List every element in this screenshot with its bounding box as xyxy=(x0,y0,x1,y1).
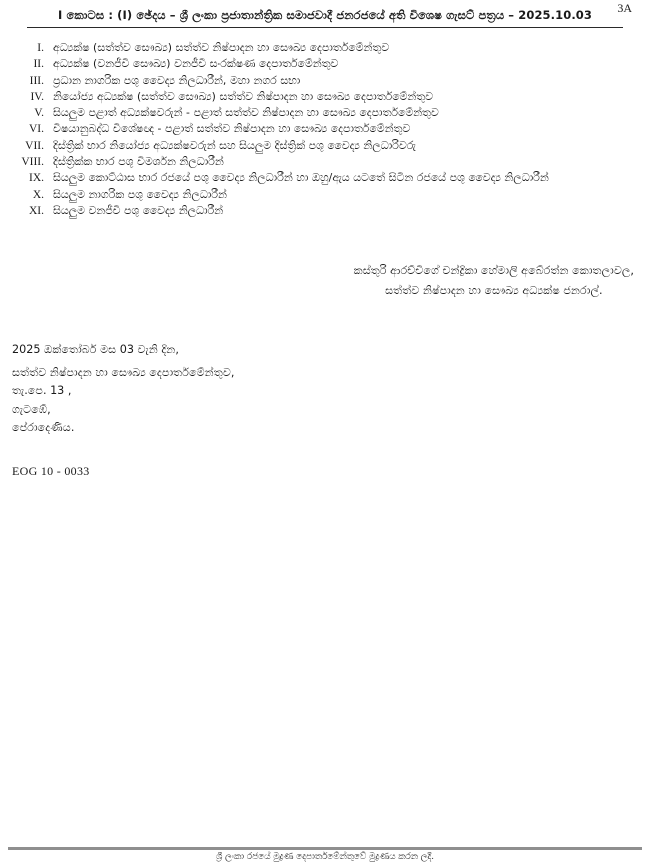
distribution-list xyxy=(10,40,640,219)
list-item xyxy=(10,56,640,72)
list-item-numeral: VIII. xyxy=(21,156,44,169)
page-header xyxy=(0,0,650,23)
list-item-numeral: X. xyxy=(32,188,44,201)
list-item-numeral: I. xyxy=(37,42,44,54)
list-item-text: දිස්ත්‍රික්ක භාර පශු විමර්ශන නිලධාරීන් xyxy=(53,155,224,169)
page-footer xyxy=(0,847,650,862)
list-item xyxy=(10,203,640,219)
signature-block xyxy=(0,261,650,301)
list-item xyxy=(10,40,640,56)
folio-number: 3A xyxy=(617,1,632,15)
list-item-numeral: IV. xyxy=(30,90,44,103)
list-item-numeral: II. xyxy=(33,58,44,71)
list-item xyxy=(10,154,640,170)
list-item-numeral: IX. xyxy=(28,172,44,185)
document-date: 2025 ඔක්තෝබර් මස 03 වැනි දින, xyxy=(12,343,179,357)
list-item-text: සියලුම කොට්ඨාස භාර රජයේ පශු වෛද්‍ය නිලධාරීන් හා ඔහු/ඇය යටතේ සිටින රජයේ පශු වෛද්‍ය නිලධාරීන් xyxy=(53,171,549,185)
address-block xyxy=(12,341,650,438)
list-item-numeral: V. xyxy=(34,107,44,120)
gazette-header-title: I කොටස : (I) ඡේදය – ශ්‍රී ලංකා ප්‍රජාතාන්ත්‍රික සමාජවාදී ජනරජයේ අති විශෙෂ ගැසට් පත්‍රය – 2025.10.03 xyxy=(58,8,592,22)
address-line: පේරාදෙණිය. xyxy=(12,421,75,435)
list-item xyxy=(10,170,640,186)
list-item-text: සියලුම නාගරික පශු වෛද්‍ය නිලධාරීන් xyxy=(53,187,227,201)
list-item-text: විෂයානුබද්ධ විශේෂඥ - පළාත් සත්ත්ව නිෂ්පාදන හා සෞඛ්‍ය දෙපාර්තමේන්තුව xyxy=(53,122,411,136)
address-line: සත්ත්ව නිෂ්පාදන හා සෞඛ්‍ය දෙපාර්තමේන්තුව, xyxy=(12,365,235,379)
list-item-numeral: XI. xyxy=(28,204,44,217)
reference-number: EOG 10 - 0033 xyxy=(12,463,90,478)
list-item-numeral: VII. xyxy=(25,139,44,152)
list-item xyxy=(10,73,640,89)
list-item xyxy=(10,138,640,154)
list-item xyxy=(10,121,640,137)
list-item-text: අධ්‍යක්ෂ (වනජීවී සෞඛ්‍ය) වනජීවී සංරක්ෂණ දෙපාර්තමේන්තුව xyxy=(53,57,339,71)
list-item xyxy=(10,105,640,121)
header-rule xyxy=(27,27,623,28)
list-item-numeral: VI. xyxy=(28,123,44,136)
signatory-title: සත්ත්ව නිෂ්පාදන හා සෞඛ්‍ය අධ්‍යක්ෂ ජනරාල්. xyxy=(385,284,603,298)
list-item-text: ප්‍රධාන නාගරික පශු වෛද්‍ය නිලධාරීන්, මහා නගර සභා xyxy=(53,73,301,87)
list-item xyxy=(10,187,640,203)
list-item xyxy=(10,89,640,105)
footer-rule xyxy=(8,847,642,850)
list-item-text: සියලුම වනජීවී පශු වෛද්‍ය නිලධාරීන් xyxy=(53,203,224,217)
printer-imprint: ශ්‍රී ලංකා රජයේ මුද්‍රණ දෙපාර්තමේන්තුවේ මුද්‍රණය කරන ලදී. xyxy=(215,852,435,862)
signatory-name: කස්තුරි ආරච්චිගේ චන්ද්‍රිකා හේමාලි අබේරත්න කොතලාවල, xyxy=(353,264,634,278)
list-item-text: නියෝජ්‍ය අධ්‍යක්ෂ (සත්ත්ව සෞඛ්‍ය) සත්ත්ව නිෂ්පාදන හා සෞඛ්‍ය දෙපාර්තමේන්තුව xyxy=(53,89,434,103)
list-item-numeral: III. xyxy=(29,74,44,87)
list-item-text: දිස්ත්‍රික් භාර නියෝජ්‍ය අධ්‍යක්ෂවරුන් සහ සියලුම දිස්ත්‍රික් පශු වෛද්‍ය නිලධාරිවරු xyxy=(53,138,416,152)
address-line: ගැටඹේ, xyxy=(12,402,51,416)
list-item-text: සියලුම පළාත් අධ්‍යක්ෂවරුන් - පළාත් සත්ත්ව නිෂ්පාදන හා සෞඛ්‍ය දෙපාර්තමේන්තුව xyxy=(53,106,439,120)
list-item-text: අධ්‍යක්ෂ (සත්ත්ව සෞඛ්‍ය) සත්ත්ව නිෂ්පාදන හා සෞඛ්‍ය දෙපාර්තමේන්තුව xyxy=(53,41,390,54)
address-line: තැ.පෙ. 13 , xyxy=(12,384,72,398)
